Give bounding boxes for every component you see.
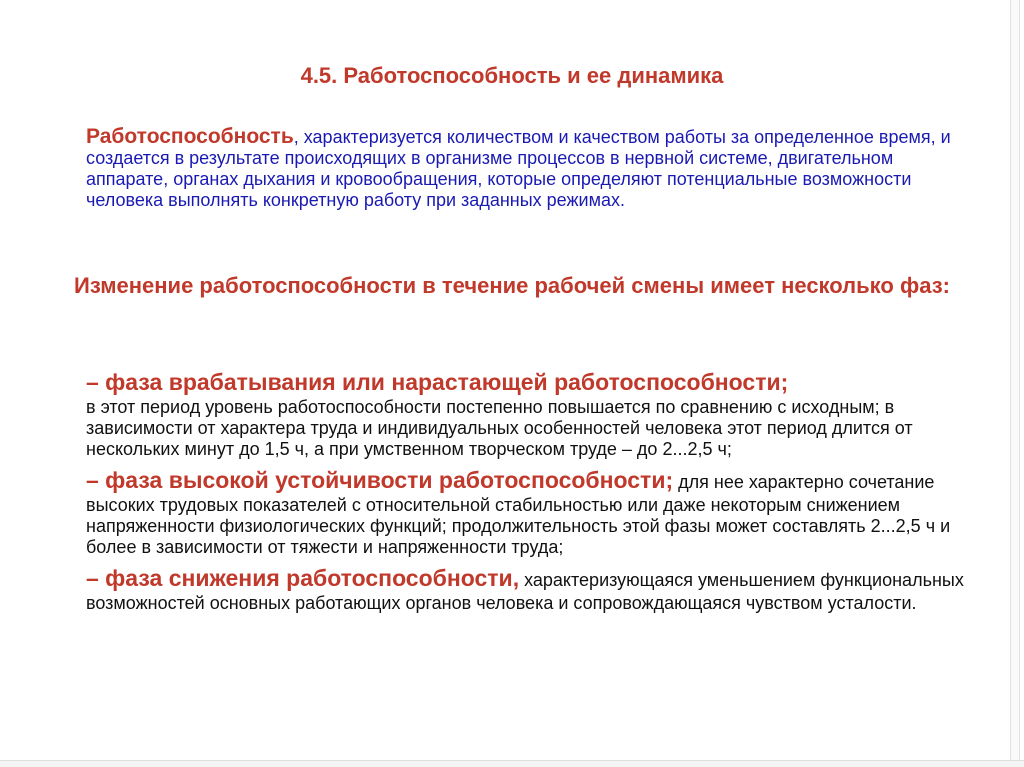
slide-title: 4.5. Работоспособность и ее динамика <box>300 63 724 88</box>
scroll-edge <box>1010 0 1020 767</box>
phase-item-warmup <box>86 368 966 460</box>
phases-heading: Изменение работоспособности в течение рабочей смены имеет несколько фаз: <box>74 273 950 298</box>
phase-heading: – фаза высокой устойчивости работоспособности; <box>86 467 674 493</box>
definition-term: Работоспособность <box>86 125 294 148</box>
phase-description: для нее характерно сочетание высоких трудовых показателей с относительной стабильностью или даже некоторым снижением напряженности физиологических функций; продолжительность этой фазы может составлять 2...2,5 ч и более в зависимости от тяжести и напряженности труда; <box>86 472 951 557</box>
phases-list <box>86 368 966 614</box>
definition-paragraph <box>86 126 966 211</box>
definition-text: , характеризуется количеством и качеством работы за определенное время, и создается в результате происходящих в организме процессов в нервной системе, двигательном аппарате, органах дыхания и кровообращения, которые определяют потенциальные возможности человека выполнять конкретную работу при заданных режимах. <box>86 127 951 210</box>
phase-description: в этот период уровень работоспособности постепенно повышается по сравнению с исходным; в зависимости от характера труда и индивидуальных особенностей человека этот период длится от нескольких минут до 1,5 ч, а при умственном творческом труде – до 2...2,5 ч; <box>86 397 913 459</box>
phase-item-decline <box>86 564 966 614</box>
phase-heading: – фаза врабатывания или нарастающей работоспособности; <box>86 369 789 395</box>
bottom-edge <box>0 760 1024 767</box>
phase-item-stable <box>86 466 966 558</box>
phase-heading: – фаза снижения работоспособности, <box>86 565 520 591</box>
phase-description: характеризующаяся уменьшением функциональных возможностей основных работающих органов человека и сопровождающаяся чувством усталости. <box>86 570 964 613</box>
